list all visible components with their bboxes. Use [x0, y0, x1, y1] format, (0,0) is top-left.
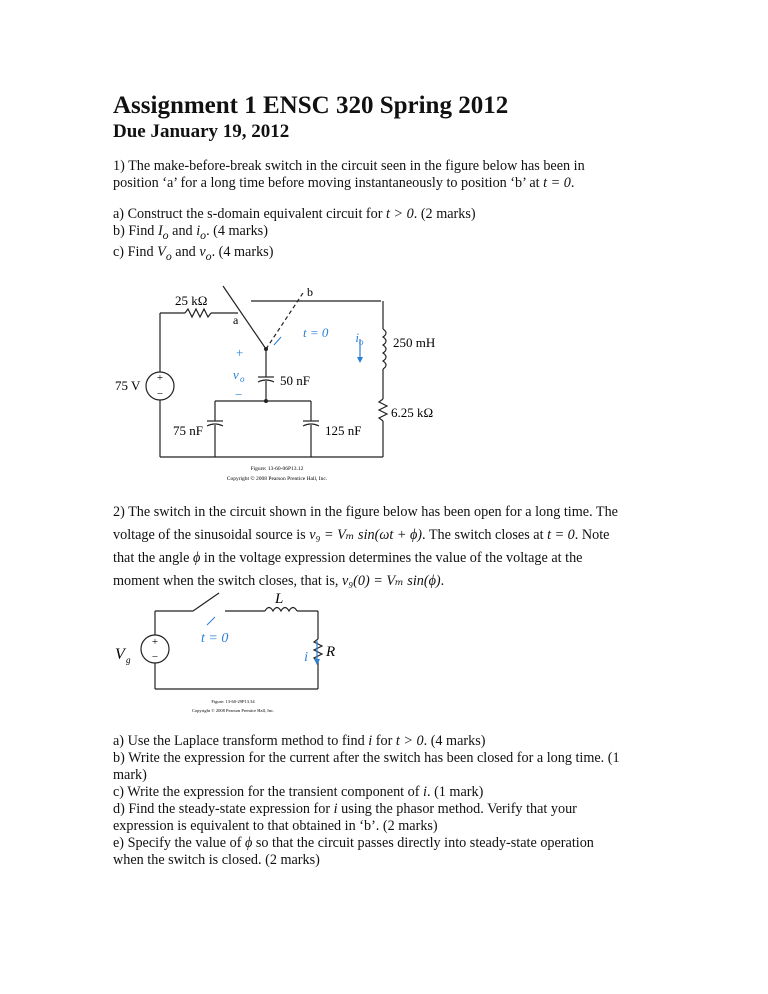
q2-line2: voltage of the sinusoidal source is v₉ = Vₘ sin(ωt + ϕ). The switch closes at t = 0. Note	[113, 527, 610, 543]
svg-text:+: +	[236, 345, 244, 360]
q2-line3: that the angle ϕ in the voltage expression determines the value of the voltage at the	[113, 550, 583, 566]
svg-text:t = 0: t = 0	[303, 325, 329, 340]
svg-text:Copyright © 2008 Pearson Prent: Copyright © 2008 Pearson Prentice Hall, Inc.	[191, 708, 275, 713]
svg-text:+: +	[151, 636, 159, 648]
svg-text:t = 0: t = 0	[201, 631, 229, 646]
svg-text:Figure: 13-60-06P13.12: Figure: 13-60-06P13.12	[250, 466, 304, 472]
svg-text:−: −	[156, 388, 164, 400]
svg-text:g: g	[126, 655, 131, 665]
svg-text:125 nF: 125 nF	[325, 423, 362, 438]
svg-text:6.25 kΩ: 6.25 kΩ	[391, 405, 434, 420]
q1-part-c: c) Find $V_o$ and $v_o$. (4 marks)	[113, 243, 274, 263]
q2-part-a: a) Use the Laplace transform method to find i for t > 0. (4 marks)	[113, 733, 486, 749]
svg-text:−: −	[235, 387, 243, 402]
svg-text:v: v	[233, 367, 239, 382]
svg-text:o: o	[359, 337, 364, 347]
svg-text:b: b	[307, 285, 313, 299]
svg-text:75 V: 75 V	[115, 378, 141, 393]
document-page	[113, 92, 653, 265]
q2-part-b-line2: mark)	[113, 767, 147, 783]
q1-part-a: a) Construct the s-domain equivalent circuit for t > 0. (2 marks)	[113, 206, 476, 222]
circuit-figure-1	[113, 281, 441, 487]
q2-line4: moment when the switch closes, that is, v₉(0) = Vₘ sin(ϕ).	[113, 573, 445, 589]
q2-part-b-line1: b) Write the expression for the current after the switch has been closed for a long time. (1	[113, 750, 620, 766]
inductor-label: 250 mH	[393, 335, 436, 350]
q2-part-d-line2: expression is equivalent to that obtained in ‘b’. (2 marks)	[113, 818, 438, 834]
q1-part-b: b) Find $I_o$ and $i_o$. (4 marks)	[113, 223, 268, 242]
due-date: Due January 19, 2012	[113, 121, 290, 142]
svg-text:Figure: 13-60-29P13.34: Figure: 13-60-29P13.34	[211, 699, 255, 704]
svg-text:+: +	[156, 372, 164, 384]
question-2	[113, 504, 653, 590]
resistor-25k-label: 25 kΩ	[175, 293, 208, 308]
svg-text:R: R	[326, 644, 336, 660]
svg-text:Copyright © 2008 Pearson Prent: Copyright © 2008 Pearson Prentice Hall, Inc.	[226, 476, 328, 482]
svg-text:i: i	[355, 330, 359, 345]
svg-text:a: a	[233, 313, 239, 327]
q2-part-e-line1: e) Specify the value of ϕ so that the circuit passes directly into steady-state operation	[113, 835, 594, 851]
svg-text:i: i	[304, 650, 308, 665]
q2-part-e-line2: when the switch is closed. (2 marks)	[113, 852, 320, 868]
question-2-parts	[113, 733, 653, 869]
svg-text:75 nF: 75 nF	[173, 423, 203, 438]
q1-intro-line2: position ‘a’ for a long time before moving instantaneously to position ‘b’ at t = 0.	[113, 175, 575, 191]
q1-intro-line1: 1) The make-before-break switch in the circuit seen in the figure below has been in	[113, 158, 585, 174]
svg-text:V: V	[115, 646, 125, 663]
svg-text:50 nF: 50 nF	[280, 373, 310, 388]
svg-text:L: L	[275, 591, 284, 607]
circuit-figure-2	[113, 589, 351, 717]
svg-text:−: −	[151, 651, 159, 663]
q2-line1: 2) The switch in the circuit shown in the figure below has been open for a long time. The	[113, 504, 618, 520]
svg-text:o: o	[240, 374, 245, 384]
q2-part-d-line1: d) Find the steady-state expression for i using the phasor method. Verify that your	[113, 801, 577, 817]
q2-part-c: c) Write the expression for the transient component of i. (1 mark)	[113, 784, 484, 800]
assignment-title: Assignment 1 ENSC 320 Spring 2012	[113, 92, 509, 119]
